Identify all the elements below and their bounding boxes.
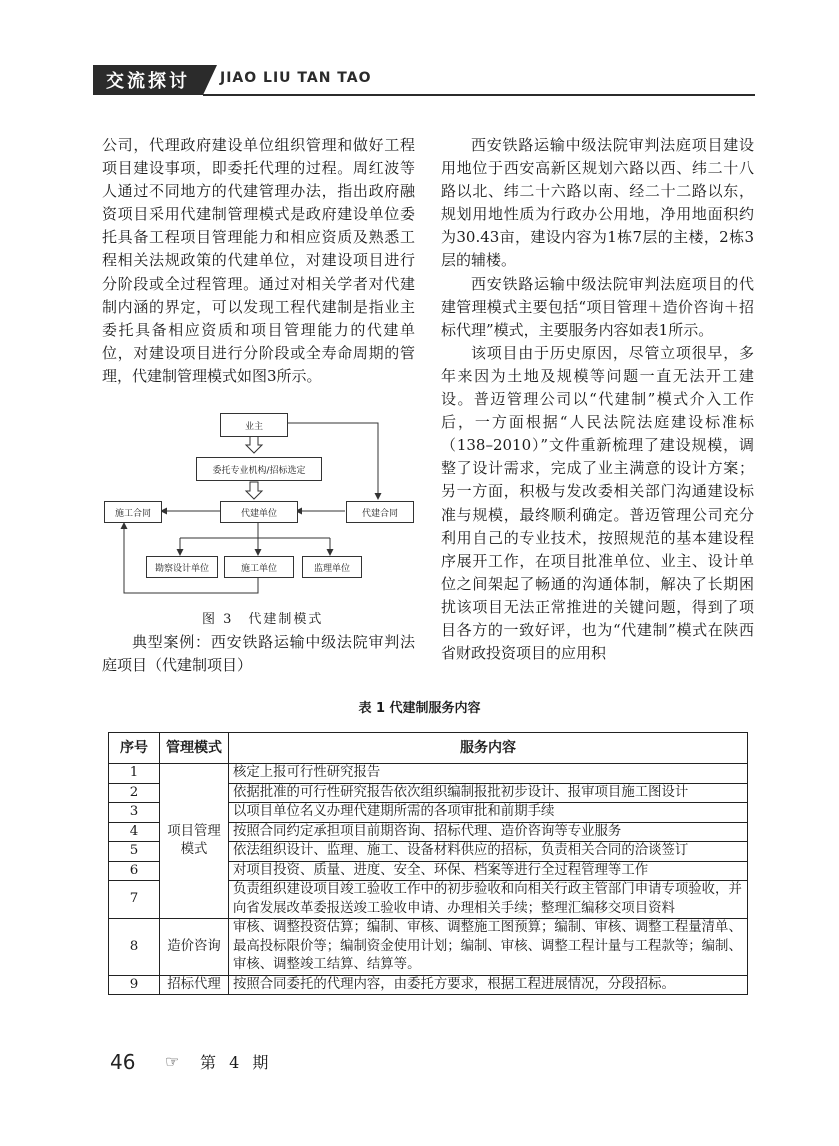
row-no: 6 xyxy=(109,861,160,881)
left-paragraph-1: 公司，代理政府建设单位组织管理和做好工程项目建设事项，即委托代理的过程。周红波等人通过不同地方的代建管理办法，指出政府融资项目采用代建制管理模式是政府建设单位委托具备工程项目管理能力和相应资质及熟悉工程相关法规政策的代建单位，对建设项目进行分阶段或全过程管理。通过对相关学者对代建制内涵的界定，可以发现工程代建制是指业主委托具备相应资质和项目管理能力的代建单位，对建设项目进行分阶段或全寿命周期的管理，代建制管理模式如图3所示。 xyxy=(102,136,415,385)
mode-cell: 招标代理 xyxy=(160,975,229,995)
row-content: 依法组织设计、监理、施工、设备材料供应的招标，负责相关合同的洽谈签订 xyxy=(229,842,748,862)
row-content: 审核、调整投资估算；编制、审核、调整施工图预算；编制、审核、调整工程量清单、最高投标限价等；编制资金使用计划；编制、审核、调整工程计量与工程款等；编制、审核、调整竣工结算、结算等。 xyxy=(229,919,748,976)
builder-node: 施工单位 xyxy=(224,556,294,578)
table-title: 表 1 代建制服务内容 xyxy=(358,701,481,716)
row-no: 1 xyxy=(109,764,160,784)
service-table xyxy=(108,732,748,995)
construction-contract-node: 施工合同 xyxy=(104,501,162,523)
hand-pointer-icon: ☞ xyxy=(165,1052,180,1071)
header-no: 序号 xyxy=(109,733,160,764)
left-paragraph-2: 典型案例：西安铁路运输中级法院审判法庭项目（代建制项目） xyxy=(102,633,415,675)
figure-caption: 图 3 代建制模式 xyxy=(202,612,324,627)
row-no: 7 xyxy=(109,881,160,919)
right-paragraph-3: 该项目由于历史原因，尽管立项很早，多年来因为土地及规模等问题一直无法开工建设。普迈管理公司以“代建制”模式介入工作后，一方面根据“人民法院法庭建设标准标（138–2010）”文件重新梳理了建设规模，调整了设计需求，完成了业主满意的设计方案；另一方面，积极与发改委相关部门沟通建设标准与规模，最终顺利确定。普迈管理公司充分利用自己的专业技术，按照规范的基本建设程序展开工作，在项目批准单位、业主、设计单位之间架起了畅通的沟通体制，解决了长期困扰该项目无法正常推进的关键问题，得到了项目各方的一致好评，也为“代建制”模式在陕西省财政投资项目的应用积 xyxy=(441,343,754,663)
agent-node: 代建单位 xyxy=(220,501,298,523)
row-content: 核定上报可行性研究报告 xyxy=(229,764,748,784)
row-no: 5 xyxy=(109,842,160,862)
table-row xyxy=(109,919,748,976)
row-no: 9 xyxy=(109,975,160,995)
header-content: 服务内容 xyxy=(229,733,748,764)
row-no: 4 xyxy=(109,822,160,842)
right-paragraph-1: 西安铁路运输中级法院审判法庭项目建设用地位于西安高新区规划六路以西、纬二十八路以北、纬二十六路以南、经二十二路以东，规划用地性质为行政办公用地，净用地面积约为30.43亩，建设内容为1栋7层的主楼，2栋3层的辅楼。 xyxy=(441,136,754,270)
header-rule xyxy=(203,94,755,96)
table-row xyxy=(109,764,748,784)
section-tag-wedge xyxy=(203,65,217,95)
row-content: 按照合同约定承担项目前期咨询、招标代理、造价咨询等专业服务 xyxy=(229,822,748,842)
row-content: 负责组织建设项目竣工验收工作中的初步验收和向相关行政主管部门申请专项验收，并向省发展改革委报送竣工验收申请、办理相关手续；整理汇编移交项目资料 xyxy=(229,881,748,919)
right-paragraph-2: 西安铁路运输中级法院审判法庭项目的代建管理模式主要包括“项目管理＋造价咨询＋招标代理”模式，主要服务内容如表1所示。 xyxy=(441,274,754,339)
agent-contract-node: 代建合同 xyxy=(346,501,414,523)
supervisor-node: 监理单位 xyxy=(302,556,362,578)
agency-model-diagram xyxy=(100,403,430,598)
section-tag: 交流探讨 xyxy=(93,65,203,95)
row-content: 依据批准的可行性研究报告依次组织编制报批初步设计、报审项目施工图设计 xyxy=(229,783,748,803)
row-content: 按照合同委托的代理内容，由委托方要求，根据工程进展情况，分段招标。 xyxy=(229,975,748,995)
row-no: 8 xyxy=(109,919,160,976)
page-number: 46 xyxy=(110,1050,136,1074)
table-header-row xyxy=(109,733,748,764)
row-content: 对项目投资、质量、进度、安全、环保、档案等进行全过程管理等工作 xyxy=(229,861,748,881)
mode-cell: 项目管理模式 xyxy=(160,764,229,919)
owner-node: 业主 xyxy=(220,413,288,437)
mode-cell: 造价咨询 xyxy=(160,919,229,976)
issue-label: 第 4 期 xyxy=(200,1053,273,1072)
table-row xyxy=(109,975,748,995)
left-column xyxy=(102,134,415,388)
survey-design-node: 勘察设计单位 xyxy=(146,556,218,578)
row-no: 3 xyxy=(109,803,160,823)
left-column-continued xyxy=(102,631,415,677)
row-content: 以项目单位名义办理代建期所需的各项审批和前期手续 xyxy=(229,803,748,823)
right-column xyxy=(441,134,754,665)
row-no: 2 xyxy=(109,783,160,803)
entrust-node: 委托专业机构/招标选定 xyxy=(196,457,322,481)
section-subtitle: JIAO LIU TAN TAO xyxy=(220,70,372,86)
header-mode: 管理模式 xyxy=(160,733,229,764)
